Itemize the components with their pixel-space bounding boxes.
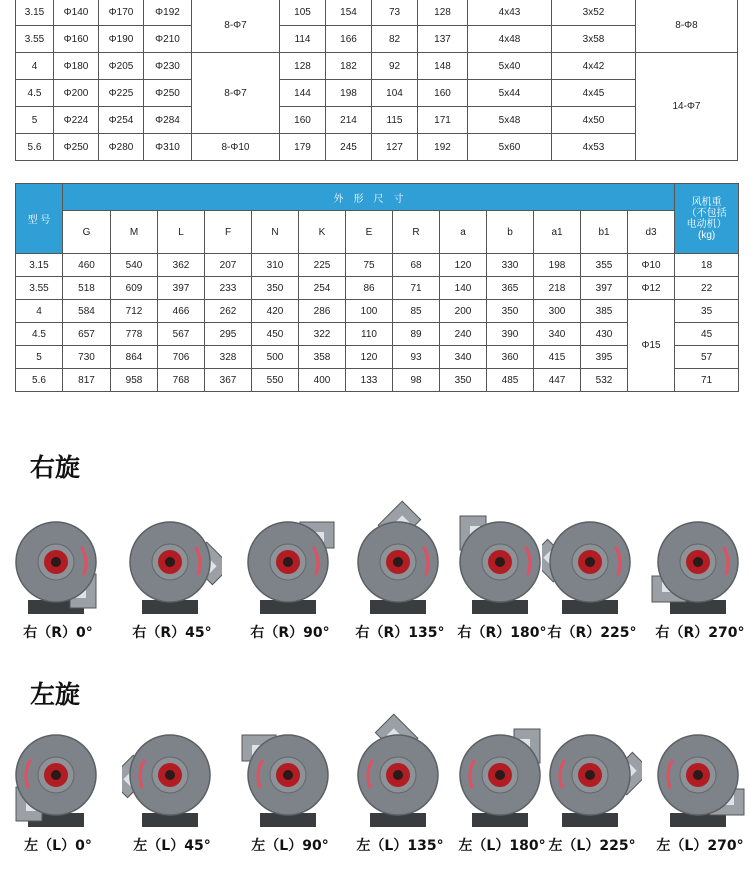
left-fan-5 [542, 713, 642, 863]
table-row: 5.6 817 958 768 367 550 400 133 98 350 485 447 532 71 [16, 369, 739, 392]
weight-header: 风机重 （不包括 电动机） (kg) [675, 184, 739, 254]
right-fan-1 [122, 500, 222, 650]
right-angle-label: 右（R）0° [23, 625, 93, 641]
table-row: 4.5 657 778 567 295 450 322 110 89 240 390 340 430 45 [16, 323, 739, 346]
table-header-row [16, 184, 739, 211]
fan-illustration-icon [350, 713, 450, 838]
fan-illustration-icon [452, 500, 552, 625]
left-angle-label: 左（L）90° [251, 838, 329, 854]
table-row: 5 Φ224 Φ254 Φ284 160 214 115 171 5x48 4x50 [16, 107, 738, 134]
column-header: E [346, 211, 393, 254]
fan-illustration-icon [122, 500, 222, 625]
fan-illustration-icon [650, 500, 750, 625]
right-angle-label: 右（R）225° [547, 625, 637, 641]
left-rotation-row [0, 713, 750, 863]
right-angle-label: 右（R）45° [132, 625, 212, 641]
column-header: K [299, 211, 346, 254]
right-fan-5 [542, 500, 642, 650]
left-angle-label: 左（L）135° [356, 838, 444, 854]
left-angle-label: 左（L）45° [133, 838, 211, 854]
fan-illustration-icon [542, 713, 642, 838]
column-header: M [111, 211, 158, 254]
table-row: 4.5 Φ200 Φ225 Φ250 144 198 104 160 5x44 4x45 [16, 80, 738, 107]
column-header: G [63, 211, 111, 254]
right-rotation-row [0, 500, 750, 650]
column-header: b [487, 211, 534, 254]
right-fan-2 [240, 500, 340, 650]
left-angle-label: 左（L）180° [458, 838, 546, 854]
table-row: 3.15 460 540 362 207 310 225 75 68 120 330 198 355 Φ10 18 [16, 254, 739, 277]
table-row: 3.55 518 609 397 233 350 254 86 71 140 365 218 397 Φ12 22 [16, 277, 739, 300]
column-header: N [252, 211, 299, 254]
right-angle-label: 右（R）180° [457, 625, 547, 641]
left-fan-2 [240, 713, 340, 863]
column-header: d3 [628, 211, 675, 254]
fan-illustration-icon [650, 713, 750, 838]
fan-illustration-icon [452, 713, 552, 838]
table-row: 5 730 864 706 328 500 358 120 93 340 360 415 395 57 [16, 346, 739, 369]
spec-table-top [15, 0, 738, 161]
column-header: b1 [581, 211, 628, 254]
table-row: 4 584 712 466 262 420 286 100 85 200 350 300 385 Φ15 35 [16, 300, 739, 323]
fan-illustration-icon [240, 713, 340, 838]
fan-illustration-icon [350, 500, 450, 625]
column-header-row [16, 211, 739, 254]
table-row: 3.55 Φ160 Φ190 Φ210 114 166 82 137 4x48 3x58 [16, 26, 738, 53]
left-fan-3 [350, 713, 450, 863]
right-angle-label: 右（R）135° [355, 625, 445, 641]
left-fan-1 [122, 713, 222, 863]
column-header: a1 [534, 211, 581, 254]
dimension-table [15, 183, 739, 392]
right-fan-6 [650, 500, 750, 650]
fan-illustration-icon [8, 713, 108, 838]
table-row: 3.15 Φ140 Φ170 Φ192 8-Φ7 105 154 73 128 4x43 3x52 8-Φ8 [16, 0, 738, 26]
right-rotation-title: 右旋 [30, 453, 81, 482]
model-header: 型 号 [16, 184, 63, 254]
table-row: 4 Φ180 Φ205 Φ230 8-Φ7 128 182 92 148 5x40 4x42 14-Φ7 [16, 53, 738, 80]
right-angle-label: 右（R）90° [250, 625, 330, 641]
fan-illustration-icon [240, 500, 340, 625]
right-fan-3 [350, 500, 450, 650]
fan-illustration-icon [542, 500, 642, 625]
left-rotation-title: 左旋 [30, 680, 81, 709]
left-angle-label: 左（L）270° [656, 838, 744, 854]
right-fan-0 [8, 500, 108, 650]
table-row: 5.6 Φ250 Φ280 Φ310 8-Φ10 179 245 127 192 5x60 4x53 [16, 134, 738, 161]
dimension-group-header: 外 形 尺 寸 [63, 184, 675, 211]
column-header: F [205, 211, 252, 254]
left-angle-label: 左（L）225° [548, 838, 636, 854]
right-angle-label: 右（R）270° [655, 625, 745, 641]
left-angle-label: 左（L）0° [24, 838, 92, 854]
left-fan-6 [650, 713, 750, 863]
fan-illustration-icon [122, 713, 222, 838]
column-header: L [158, 211, 205, 254]
left-fan-0 [8, 713, 108, 863]
column-header: R [393, 211, 440, 254]
fan-illustration-icon [8, 500, 108, 625]
column-header: a [440, 211, 487, 254]
